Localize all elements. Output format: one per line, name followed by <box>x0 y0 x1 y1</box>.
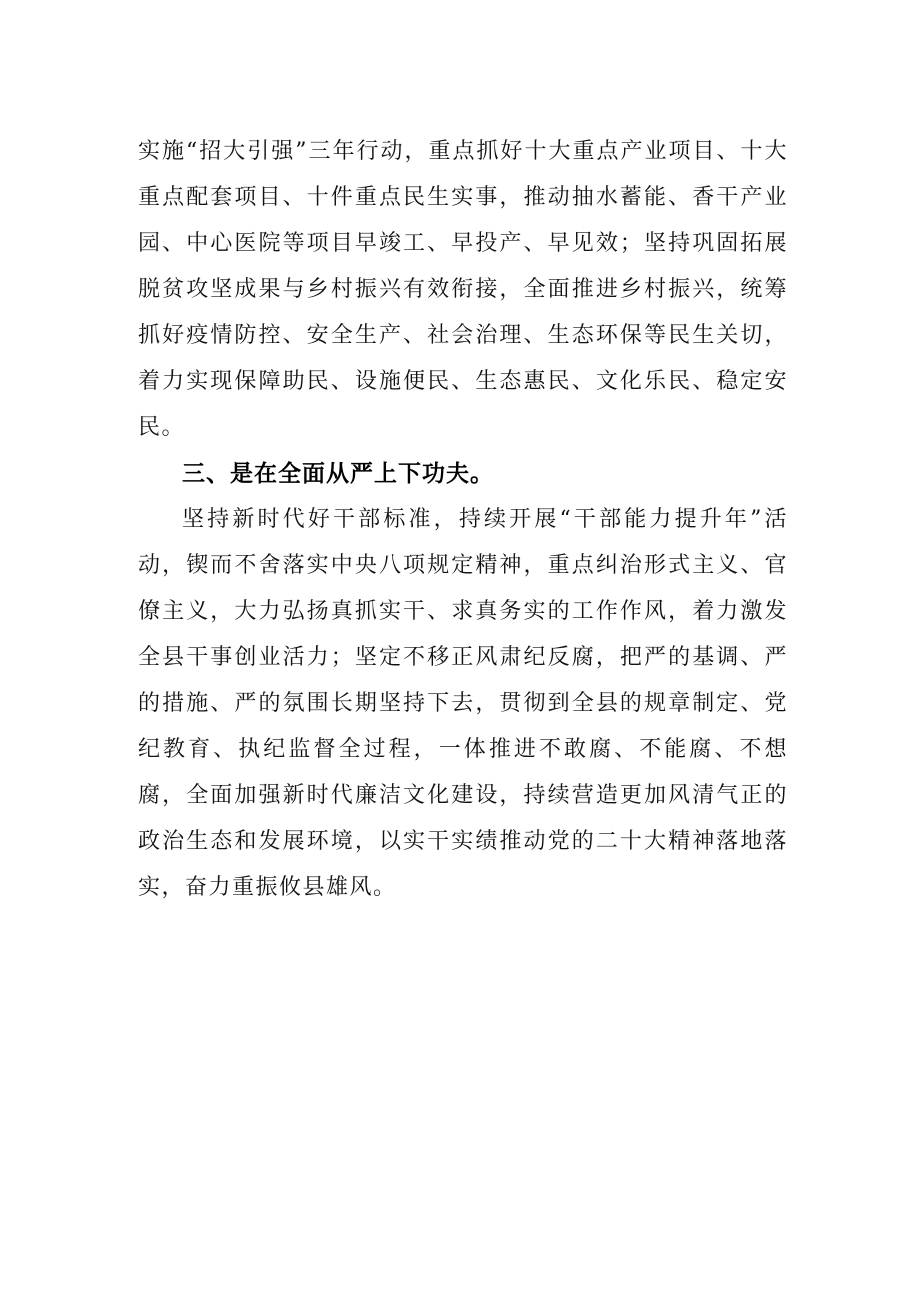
section-heading: 三、是在全面从严上下功夫。 <box>182 461 494 487</box>
document-body <box>138 129 788 911</box>
paragraph-continued: 实施“招大引强”三年行动，重点抓好十大重点产业项目、十大重点配套项目、十件重点民生实事，推动抽水蓄能、香干产业园、中心医院等项目早竣工、早投产、早见效；坚持巩固拓展脱贫攻坚成果与乡村振兴有效衔接，全面推进乡村振兴，统筹抓好疫情防控、安全生产、社会治理、生态环保等民生关切，着力实现保障助民、设施便民、生态惠民、文化乐民、稳定安民。 <box>138 139 788 440</box>
paragraph-section-3: 坚持新时代好干部标准，持续开展“干部能力提升年”活动，锲而不舍落实中央八项规定精神，重点纠治形式主义、官僚主义，大力弘扬真抓实干、求真务实的工作作风，着力激发全县干事创业活力；坚定不移正风肃纪反腐，把严的基调、严的措施、严的氛围长期坚持下去，贯彻到全县的规章制定、党纪教育、执纪监督全过程，一体推进不敢腐、不能腐、不想腐，全面加强新时代廉洁文化建设，持续营造更加风清气正的政治生态和发展环境，以实干实绩推动党的二十大精神落地落实，奋力重振攸县雄风。 <box>138 507 788 900</box>
